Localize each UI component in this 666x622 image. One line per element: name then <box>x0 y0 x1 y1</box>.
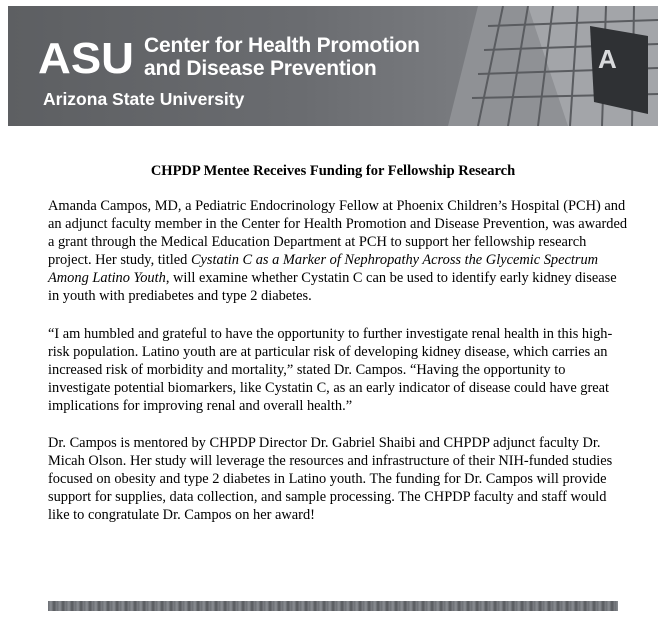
university-name: Arizona State University <box>43 89 245 109</box>
asu-logo <box>38 35 134 79</box>
paragraph-3: Dr. Campos is mentored by CHPDP Director Dr. Gabriel Shaibi and CHPDP adjunct faculty Dr. Micah Olson. Her study will leverage the resources and infrastructure of their NIH-funded studies focused on obesity and type 2 diabetes in Latino youth. The funding for Dr. Campos will provide support for supplies, data collection, and sample processing. The CHPDP faculty and staff would like to congratulate Dr. Campos on her award! <box>48 435 613 524</box>
paragraph-1-text-a: Amanda Campos, MD, a Pediatric Endocrinology Fellow at Phoenix Children’s Hospital (PCH) and an adjunct faculty member in the Center for Health Promotion and Disease Prevention, was awarded a grant through the Medical Education Department at PCH to support her fellowship research project. Her study, titled <box>48 198 628 269</box>
paragraph-1 <box>48 197 630 306</box>
study-title: Cystatin C as a Marker of Nephropathy Across the Glycemic Spectrum Among Latino Youth <box>48 252 599 287</box>
header-banner <box>8 6 658 126</box>
footer-divider-bar <box>48 601 618 611</box>
svg-text:A: A <box>598 44 617 74</box>
paragraph-1-text-b: , will examine whether Cystatin C can be used to identify early kidney disease in youth with prediabetes and type 2 diabetes. <box>48 270 617 305</box>
article-headline: CHPDP Mentee Receives Funding for Fellowship Research <box>150 163 516 179</box>
article-body <box>48 197 630 544</box>
center-name <box>144 34 420 80</box>
center-name-line-2: and Disease Prevention <box>144 57 377 80</box>
center-name-line-1: Center for Health Promotion <box>144 34 420 57</box>
paragraph-2: “I am humbled and grateful to have the opportunity to further investigate renal health in this high-risk population. Latino youth are at particular risk of developing kidney disease, which carries an increased risk of morbidity and mortality,” stated Dr. Campos. “Having the opportunity to investigate potential biomarkers, like Cystatin C, as an early indicator of disease could have great implications for improving renal and overall health.” <box>48 325 613 414</box>
asu-logo-text: ASU <box>38 35 134 79</box>
